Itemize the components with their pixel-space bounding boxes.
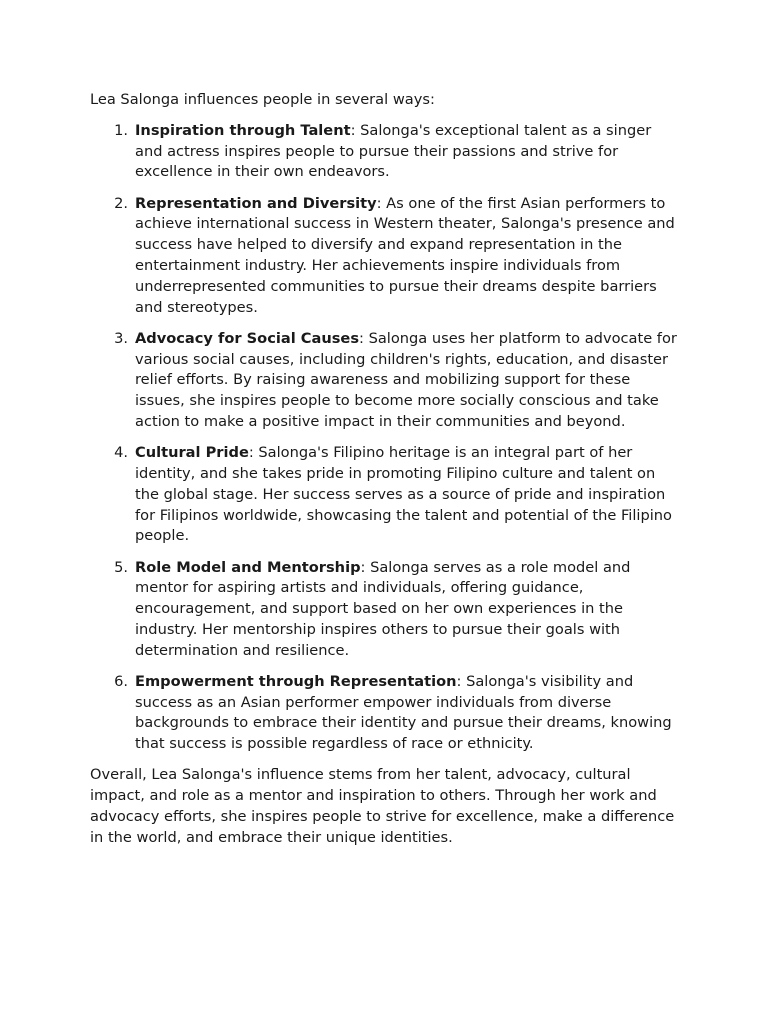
list-item-text: : Salonga's exceptional talent as a singer and actress inspires people to pursue their passions and strive for excellence in their own endeavors. xyxy=(135,121,652,181)
list-item xyxy=(90,329,682,433)
list-item-number: 1. xyxy=(114,121,128,139)
intro-paragraph: Lea Salonga influences people in several ways: xyxy=(90,91,435,108)
list-item-number: 2. xyxy=(114,194,128,212)
list-item-title: Role Model and Mentorship xyxy=(135,558,361,576)
conclusion-paragraph: Overall, Lea Salonga's influence stems from her talent, advocacy, cultural impact, and role as a mentor and inspiration to others. Through her work and advocacy efforts, she inspires people to strive for excellence, make a difference in the world, and embrace their unique identities. xyxy=(90,766,675,846)
list-item xyxy=(90,121,682,183)
influence-list xyxy=(90,121,682,755)
list-item-title: Inspiration through Talent xyxy=(135,121,351,139)
list-item xyxy=(90,194,682,319)
list-item-number: 6. xyxy=(114,672,128,690)
document-page xyxy=(90,90,682,849)
list-item-title: Cultural Pride xyxy=(135,444,249,462)
list-item-text: : Salonga's Filipino heritage is an integral part of her identity, and she takes pride in promoting Filipino culture and talent on the global stage. Her success serves as a source of pride and inspiration for Filipinos worldwide, showcasing the talent and potential of the Filipino people. xyxy=(135,444,672,545)
list-item-text: : As one of the first Asian performers to achieve international success in Western theater, Salonga's presence and success have helped to diversify and expand representation in the entertainment industry. Her achievements inspire individuals from underrepresented communities to pursue their dreams despite barriers and stereotypes. xyxy=(135,194,675,316)
list-item xyxy=(90,443,682,547)
list-item-text: : Salonga's visibility and success as an Asian performer empower individuals from diverse backgrounds to embrace their identity and pursue their dreams, knowing that success is possible regardless of race or ethnicity. xyxy=(135,672,672,753)
list-item-title: Representation and Diversity xyxy=(135,194,377,212)
list-item-number: 3. xyxy=(114,329,128,347)
list-item-number: 5. xyxy=(114,558,128,576)
list-item-number: 4. xyxy=(114,444,128,462)
list-item-text: : Salonga uses her platform to advocate for various social causes, including children's rights, education, and disaster relief efforts. By raising awareness and mobilizing support for these issues, she inspires people to become more socially conscious and take action to make a positive impact in their communities and beyond. xyxy=(135,329,677,430)
list-item-title: Empowerment through Representation xyxy=(135,672,457,690)
list-item xyxy=(90,558,682,662)
list-item-title: Advocacy for Social Causes xyxy=(135,329,360,347)
list-item xyxy=(90,672,682,755)
list-item-text: : Salonga serves as a role model and mentor for aspiring artists and individuals, offering guidance, encouragement, and support based on her own experiences in the industry. Her mentorship inspires others to pursue their goals with determination and resilience. xyxy=(135,558,631,659)
